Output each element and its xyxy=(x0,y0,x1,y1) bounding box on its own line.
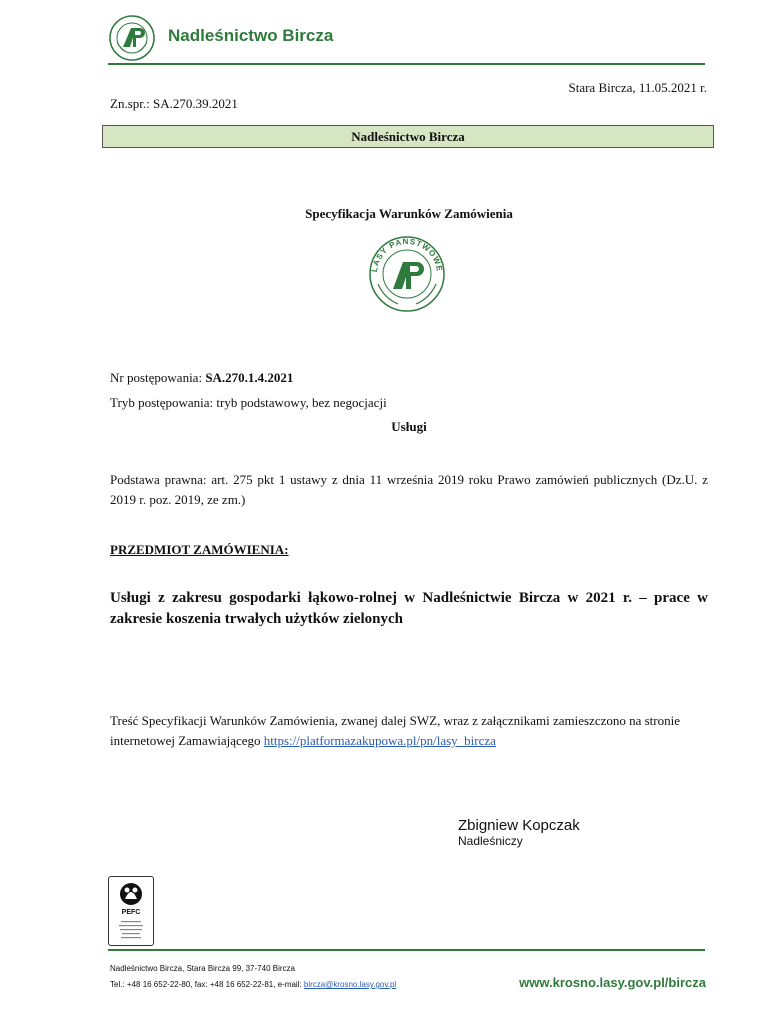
proceeding-number-label: Nr postępowania: xyxy=(110,370,206,385)
subject-body: Usługi z zakresu gospodarki łąkowo-rolnej w Nadleśnictwie Bircza w 2021 r. – prace w zakresie koszenia trwałych użytków zielonych xyxy=(110,590,708,627)
footer-contact-text: Tel.: +48 16 652-22-80, fax: +48 16 652-22-81, e-mail: xyxy=(110,980,304,989)
title-bar-label: Nadleśnictwo Bircza xyxy=(351,128,465,144)
header-org-name: Nadleśnictwo Bircza xyxy=(168,26,334,45)
footer-contact xyxy=(110,980,396,989)
legal-basis: Podstawa prawna: art. 275 pkt 1 ustawy z dnia 11 września 2019 roku Prawo zamówień publicznych (Dz.U. z 2019 r. poz. 2019, ze zm.) xyxy=(110,472,708,507)
category-label: Usługi xyxy=(391,419,427,434)
platform-link[interactable]: https://platformazakupowa.pl/pn/lasy_bircza xyxy=(263,733,496,748)
reference-number: Zn.spr.: SA.270.39.2021 xyxy=(110,96,238,111)
pefc-logo xyxy=(108,876,154,946)
emblem-text: LASY PAŃSTWOWE xyxy=(369,236,445,273)
proceeding-number xyxy=(110,368,293,388)
swz-paragraph xyxy=(110,711,714,751)
proceeding-number-value: SA.270.1.4.2021 xyxy=(205,370,294,385)
date-line: Stara Bircza, 11.05.2021 r. xyxy=(568,80,707,95)
title-bar xyxy=(102,125,714,148)
pefc-label: PEFC xyxy=(121,909,141,916)
footer-website[interactable]: www.krosno.lasy.gov.pl/bircza xyxy=(519,975,706,990)
subject-heading: PRZEDMIOT ZAMÓWIENIA: xyxy=(110,542,289,557)
footer-address: Nadleśnictwo Bircza, Stara Bircza 99, 37-740 Bircza xyxy=(110,964,295,973)
signer-name: Zbigniew Kopczak xyxy=(458,817,580,834)
lasy-panstwowe-logo xyxy=(108,14,156,62)
signer-role: Nadleśniczy xyxy=(458,834,523,848)
spec-title: Specyfikacja Warunków Zamówienia xyxy=(305,206,513,221)
lasy-panstwowe-emblem xyxy=(360,232,454,312)
footer-email-link[interactable]: bircza@krosno.lasy.gov.pl xyxy=(303,980,397,989)
header-divider xyxy=(108,63,705,65)
footer-divider xyxy=(108,949,705,951)
swz-text: Treść Specyfikacji Warunków Zamówienia, zwanej dalej SWZ, wraz z załącznikami zamieszczono na stronie internetowej Zamawiającego xyxy=(110,713,681,748)
proceeding-mode: Tryb postępowania: tryb podstawowy, bez negocjacji xyxy=(110,395,387,410)
